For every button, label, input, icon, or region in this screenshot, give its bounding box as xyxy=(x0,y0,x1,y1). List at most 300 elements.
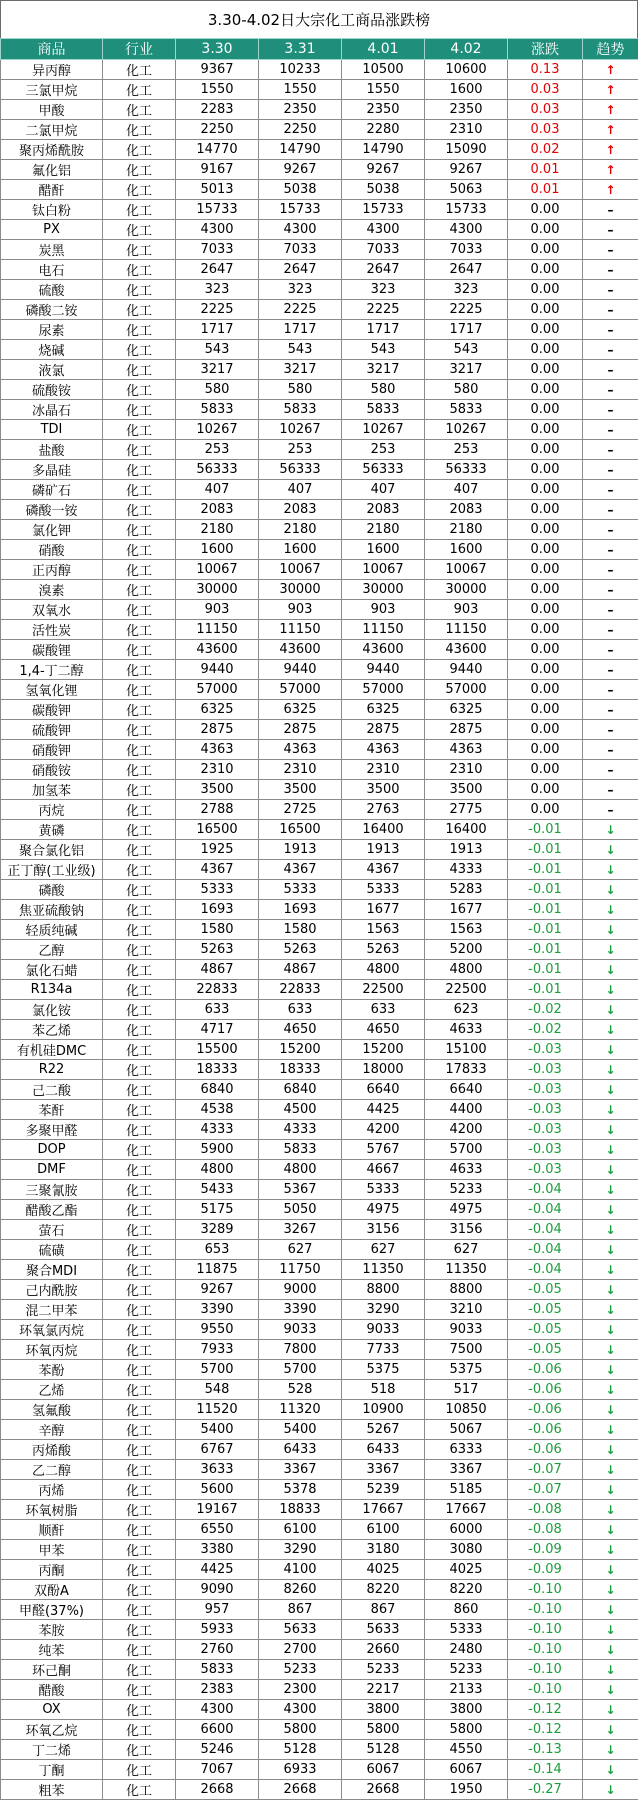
commodity-name: 磷酸一铵 xyxy=(1,500,103,520)
table-row xyxy=(1,1040,638,1060)
down-arrow-icon: ↓ xyxy=(583,1340,638,1360)
price-date-1: 15500 xyxy=(176,1040,259,1060)
industry-cell: 化工 xyxy=(103,1380,176,1400)
change-value: 0.03 xyxy=(508,80,583,100)
price-date-4: 9440 xyxy=(425,660,508,680)
commodity-name: 丙烯 xyxy=(1,1480,103,1500)
table-row xyxy=(1,720,638,740)
price-date-3: 16400 xyxy=(342,820,425,840)
price-date-2: 6933 xyxy=(259,1760,342,1780)
change-value: 0.00 xyxy=(508,560,583,580)
change-value: 0.00 xyxy=(508,580,583,600)
change-value: -0.04 xyxy=(508,1240,583,1260)
table-row xyxy=(1,100,638,120)
down-arrow-icon: ↓ xyxy=(583,1100,638,1120)
table-row xyxy=(1,300,638,320)
industry-cell: 化工 xyxy=(103,1780,176,1800)
commodity-name: 钛白粉 xyxy=(1,200,103,220)
commodity-name: 丙烷 xyxy=(1,800,103,820)
commodity-name: 纯苯 xyxy=(1,1640,103,1660)
industry-cell: 化工 xyxy=(103,620,176,640)
industry-cell: 化工 xyxy=(103,1280,176,1300)
price-date-4: 517 xyxy=(425,1380,508,1400)
down-arrow-icon: ↓ xyxy=(583,1420,638,1440)
table-row xyxy=(1,1400,638,1420)
table-row xyxy=(1,900,638,920)
commodity-name: 氢氟酸 xyxy=(1,1400,103,1420)
table-row xyxy=(1,1120,638,1140)
commodity-name: 氯化钾 xyxy=(1,520,103,540)
change-value: -0.12 xyxy=(508,1700,583,1720)
price-date-2: 8260 xyxy=(259,1580,342,1600)
price-date-1: 2668 xyxy=(176,1780,259,1800)
price-date-1: 6767 xyxy=(176,1440,259,1460)
down-arrow-icon: ↓ xyxy=(583,1140,638,1160)
price-date-1: 2225 xyxy=(176,300,259,320)
price-date-1: 5600 xyxy=(176,1480,259,1500)
price-date-4: 3210 xyxy=(425,1300,508,1320)
price-date-2: 56333 xyxy=(259,460,342,480)
price-date-3: 2763 xyxy=(342,800,425,820)
table-row xyxy=(1,1080,638,1100)
table-row xyxy=(1,1460,638,1480)
industry-cell: 化工 xyxy=(103,780,176,800)
price-date-2: 528 xyxy=(259,1380,342,1400)
commodity-name: 双氧水 xyxy=(1,600,103,620)
dash-icon: – xyxy=(583,260,638,280)
industry-cell: 化工 xyxy=(103,380,176,400)
price-date-2: 1693 xyxy=(259,900,342,920)
industry-cell: 化工 xyxy=(103,740,176,760)
commodity-name: 硫磺 xyxy=(1,1240,103,1260)
commodity-name: 硝酸钾 xyxy=(1,740,103,760)
price-date-4: 2133 xyxy=(425,1680,508,1700)
change-value: -0.05 xyxy=(508,1280,583,1300)
industry-cell: 化工 xyxy=(103,280,176,300)
price-date-1: 4425 xyxy=(176,1560,259,1580)
change-value: -0.05 xyxy=(508,1320,583,1340)
change-value: -0.08 xyxy=(508,1520,583,1540)
commodity-name: 丁酮 xyxy=(1,1760,103,1780)
change-value: 0.00 xyxy=(508,440,583,460)
commodity-name: 轻质纯碱 xyxy=(1,920,103,940)
price-date-1: 1580 xyxy=(176,920,259,940)
table-row xyxy=(1,580,638,600)
header-date-4: 4.02 xyxy=(425,39,508,60)
change-value: -0.10 xyxy=(508,1580,583,1600)
industry-cell: 化工 xyxy=(103,960,176,980)
price-date-1: 4717 xyxy=(176,1020,259,1040)
price-date-4: 2180 xyxy=(425,520,508,540)
price-date-1: 5833 xyxy=(176,1660,259,1680)
price-date-2: 3290 xyxy=(259,1540,342,1560)
table-row xyxy=(1,1720,638,1740)
dash-icon: – xyxy=(583,640,638,660)
change-value: 0.03 xyxy=(508,120,583,140)
change-value: 0.02 xyxy=(508,140,583,160)
dash-icon: – xyxy=(583,360,638,380)
price-date-2: 867 xyxy=(259,1600,342,1620)
table-row xyxy=(1,620,638,640)
price-date-1: 9440 xyxy=(176,660,259,680)
price-date-3: 253 xyxy=(342,440,425,460)
commodity-name: 氢氧化锂 xyxy=(1,680,103,700)
industry-cell: 化工 xyxy=(103,600,176,620)
industry-cell: 化工 xyxy=(103,1540,176,1560)
commodity-name: 二氯甲烷 xyxy=(1,120,103,140)
price-date-1: 2760 xyxy=(176,1640,259,1660)
dash-icon: – xyxy=(583,460,638,480)
table-row xyxy=(1,420,638,440)
change-value: 0.00 xyxy=(508,760,583,780)
price-date-4: 8220 xyxy=(425,1580,508,1600)
price-date-2: 5233 xyxy=(259,1660,342,1680)
price-date-4: 2775 xyxy=(425,800,508,820)
price-date-4: 10850 xyxy=(425,1400,508,1420)
change-value: 0.00 xyxy=(508,300,583,320)
table-row xyxy=(1,200,638,220)
price-date-2: 6840 xyxy=(259,1080,342,1100)
industry-cell: 化工 xyxy=(103,1700,176,1720)
price-date-4: 3217 xyxy=(425,360,508,380)
change-value: -0.06 xyxy=(508,1440,583,1460)
down-arrow-icon: ↓ xyxy=(583,1540,638,1560)
price-date-2: 4300 xyxy=(259,1700,342,1720)
down-arrow-icon: ↓ xyxy=(583,1000,638,1020)
price-date-3: 3290 xyxy=(342,1300,425,1320)
price-date-3: 6067 xyxy=(342,1760,425,1780)
commodity-name: 环氧乙烷 xyxy=(1,1720,103,1740)
price-date-2: 2350 xyxy=(259,100,342,120)
industry-cell: 化工 xyxy=(103,1100,176,1120)
price-date-2: 3390 xyxy=(259,1300,342,1320)
price-date-1: 57000 xyxy=(176,680,259,700)
price-date-3: 5233 xyxy=(342,1660,425,1680)
table-row xyxy=(1,740,638,760)
table-row xyxy=(1,1000,638,1020)
commodity-name: 甲醛(37%) xyxy=(1,1600,103,1620)
price-date-4: 17667 xyxy=(425,1500,508,1520)
commodity-name: 丙烯酸 xyxy=(1,1440,103,1460)
price-change-table xyxy=(0,38,638,1800)
commodity-name: 冰晶石 xyxy=(1,400,103,420)
industry-cell: 化工 xyxy=(103,1320,176,1340)
price-date-1: 3390 xyxy=(176,1300,259,1320)
table-row xyxy=(1,460,638,480)
price-date-1: 1693 xyxy=(176,900,259,920)
down-arrow-icon: ↓ xyxy=(583,1520,638,1540)
change-value: -0.10 xyxy=(508,1620,583,1640)
table-row xyxy=(1,160,638,180)
price-date-2: 57000 xyxy=(259,680,342,700)
table-row xyxy=(1,140,638,160)
industry-cell: 化工 xyxy=(103,500,176,520)
price-date-4: 4975 xyxy=(425,1200,508,1220)
commodity-name: 甲苯 xyxy=(1,1540,103,1560)
price-date-3: 5800 xyxy=(342,1720,425,1740)
price-date-4: 323 xyxy=(425,280,508,300)
change-value: 0.00 xyxy=(508,340,583,360)
price-date-4: 15100 xyxy=(425,1040,508,1060)
price-date-4: 4800 xyxy=(425,960,508,980)
price-date-4: 3500 xyxy=(425,780,508,800)
down-arrow-icon: ↓ xyxy=(583,1720,638,1740)
price-date-3: 5038 xyxy=(342,180,425,200)
table-row xyxy=(1,1320,638,1340)
commodity-name: 硫酸钾 xyxy=(1,720,103,740)
price-date-2: 5263 xyxy=(259,940,342,960)
price-date-2: 9440 xyxy=(259,660,342,680)
price-date-1: 5900 xyxy=(176,1140,259,1160)
price-date-2: 15733 xyxy=(259,200,342,220)
dash-icon: – xyxy=(583,520,638,540)
industry-cell: 化工 xyxy=(103,1500,176,1520)
price-date-1: 543 xyxy=(176,340,259,360)
industry-cell: 化工 xyxy=(103,1260,176,1280)
industry-cell: 化工 xyxy=(103,1400,176,1420)
table-row xyxy=(1,920,638,940)
change-value: -0.01 xyxy=(508,980,583,1000)
price-date-3: 2280 xyxy=(342,120,425,140)
down-arrow-icon: ↓ xyxy=(583,1300,638,1320)
price-date-3: 7033 xyxy=(342,240,425,260)
table-row xyxy=(1,1660,638,1680)
price-date-1: 2788 xyxy=(176,800,259,820)
industry-cell: 化工 xyxy=(103,1560,176,1580)
price-date-1: 14770 xyxy=(176,140,259,160)
price-date-2: 1600 xyxy=(259,540,342,560)
industry-cell: 化工 xyxy=(103,1080,176,1100)
price-date-3: 580 xyxy=(342,380,425,400)
price-date-4: 2310 xyxy=(425,760,508,780)
price-date-3: 633 xyxy=(342,1000,425,1020)
commodity-name: 多聚甲醛 xyxy=(1,1120,103,1140)
table-row xyxy=(1,320,638,340)
price-date-3: 11150 xyxy=(342,620,425,640)
change-value: -0.01 xyxy=(508,840,583,860)
price-date-1: 56333 xyxy=(176,460,259,480)
price-date-2: 4867 xyxy=(259,960,342,980)
table-row xyxy=(1,480,638,500)
change-value: -0.09 xyxy=(508,1560,583,1580)
down-arrow-icon: ↓ xyxy=(583,960,638,980)
table-row xyxy=(1,1780,638,1800)
price-date-2: 4363 xyxy=(259,740,342,760)
price-date-3: 3800 xyxy=(342,1700,425,1720)
table-row xyxy=(1,1540,638,1560)
change-value: 0.00 xyxy=(508,260,583,280)
table-header-row xyxy=(1,39,638,60)
page-title: 3.30-4.02日大宗化工商品涨跌榜 xyxy=(0,0,638,38)
industry-cell: 化工 xyxy=(103,720,176,740)
price-date-2: 3367 xyxy=(259,1460,342,1480)
table-row xyxy=(1,1160,638,1180)
down-arrow-icon: ↓ xyxy=(583,1780,638,1800)
price-date-1: 19167 xyxy=(176,1500,259,1520)
price-date-3: 2668 xyxy=(342,1780,425,1800)
price-date-4: 4025 xyxy=(425,1560,508,1580)
commodity-name: 异丙醇 xyxy=(1,60,103,80)
price-date-3: 1913 xyxy=(342,840,425,860)
price-date-3: 43600 xyxy=(342,640,425,660)
commodity-name: 苯酚 xyxy=(1,1360,103,1380)
table-row xyxy=(1,1620,638,1640)
price-date-1: 9090 xyxy=(176,1580,259,1600)
industry-cell: 化工 xyxy=(103,480,176,500)
industry-cell: 化工 xyxy=(103,80,176,100)
table-row xyxy=(1,260,638,280)
change-value: -0.04 xyxy=(508,1260,583,1280)
price-date-2: 6325 xyxy=(259,700,342,720)
price-date-2: 5038 xyxy=(259,180,342,200)
down-arrow-icon: ↓ xyxy=(583,1620,638,1640)
change-value: -0.06 xyxy=(508,1360,583,1380)
price-date-1: 1550 xyxy=(176,80,259,100)
commodity-name: TDI xyxy=(1,420,103,440)
price-date-3: 323 xyxy=(342,280,425,300)
price-date-4: 6000 xyxy=(425,1520,508,1540)
industry-cell: 化工 xyxy=(103,880,176,900)
down-arrow-icon: ↓ xyxy=(583,1440,638,1460)
price-date-3: 6433 xyxy=(342,1440,425,1460)
commodity-name: 乙烯 xyxy=(1,1380,103,1400)
price-date-3: 2875 xyxy=(342,720,425,740)
industry-cell: 化工 xyxy=(103,1620,176,1640)
table-row xyxy=(1,560,638,580)
table-row xyxy=(1,1280,638,1300)
dash-icon: – xyxy=(583,200,638,220)
price-date-3: 5267 xyxy=(342,1420,425,1440)
price-date-1: 253 xyxy=(176,440,259,460)
up-arrow-icon: ↑ xyxy=(583,180,638,200)
price-date-1: 4867 xyxy=(176,960,259,980)
price-date-4: 5333 xyxy=(425,1620,508,1640)
industry-cell: 化工 xyxy=(103,540,176,560)
change-value: -0.07 xyxy=(508,1460,583,1480)
table-row xyxy=(1,360,638,380)
table-row xyxy=(1,800,638,820)
industry-cell: 化工 xyxy=(103,940,176,960)
industry-cell: 化工 xyxy=(103,1340,176,1360)
industry-cell: 化工 xyxy=(103,1020,176,1040)
dash-icon: – xyxy=(583,220,638,240)
price-date-2: 10233 xyxy=(259,60,342,80)
industry-cell: 化工 xyxy=(103,1460,176,1480)
table-row xyxy=(1,1700,638,1720)
price-date-1: 6550 xyxy=(176,1520,259,1540)
price-date-3: 5239 xyxy=(342,1480,425,1500)
change-value: -0.01 xyxy=(508,920,583,940)
commodity-name: 氟化铝 xyxy=(1,160,103,180)
price-date-4: 543 xyxy=(425,340,508,360)
price-date-1: 6325 xyxy=(176,700,259,720)
header-change: 涨跌 xyxy=(508,39,583,60)
change-value: 0.00 xyxy=(508,740,583,760)
price-date-4: 1913 xyxy=(425,840,508,860)
price-date-1: 10067 xyxy=(176,560,259,580)
price-date-2: 2300 xyxy=(259,1680,342,1700)
table-row xyxy=(1,280,638,300)
commodity-name: 醋酐 xyxy=(1,180,103,200)
change-value: 0.00 xyxy=(508,240,583,260)
change-value: -0.03 xyxy=(508,1140,583,1160)
price-date-2: 2083 xyxy=(259,500,342,520)
down-arrow-icon: ↓ xyxy=(583,1280,638,1300)
change-value: -0.07 xyxy=(508,1480,583,1500)
price-date-3: 903 xyxy=(342,600,425,620)
change-value: -0.08 xyxy=(508,1500,583,1520)
table-row xyxy=(1,1480,638,1500)
dash-icon: – xyxy=(583,300,638,320)
dash-icon: – xyxy=(583,240,638,260)
price-date-4: 1717 xyxy=(425,320,508,340)
price-date-4: 2350 xyxy=(425,100,508,120)
price-date-4: 1677 xyxy=(425,900,508,920)
industry-cell: 化工 xyxy=(103,1420,176,1440)
commodity-name: 多晶硅 xyxy=(1,460,103,480)
price-date-2: 5333 xyxy=(259,880,342,900)
down-arrow-icon: ↓ xyxy=(583,1240,638,1260)
price-date-2: 4500 xyxy=(259,1100,342,1120)
down-arrow-icon: ↓ xyxy=(583,1400,638,1420)
price-date-3: 15733 xyxy=(342,200,425,220)
commodity-name: 甲酸 xyxy=(1,100,103,120)
price-date-4: 3080 xyxy=(425,1540,508,1560)
price-date-1: 407 xyxy=(176,480,259,500)
down-arrow-icon: ↓ xyxy=(583,1060,638,1080)
price-date-1: 10267 xyxy=(176,420,259,440)
change-value: 0.00 xyxy=(508,700,583,720)
dash-icon: – xyxy=(583,560,638,580)
industry-cell: 化工 xyxy=(103,1300,176,1320)
table-row xyxy=(1,440,638,460)
price-date-3: 543 xyxy=(342,340,425,360)
price-date-4: 903 xyxy=(425,600,508,620)
price-date-1: 5013 xyxy=(176,180,259,200)
price-date-3: 3180 xyxy=(342,1540,425,1560)
up-arrow-icon: ↑ xyxy=(583,160,638,180)
price-date-3: 4367 xyxy=(342,860,425,880)
commodity-name: 碳酸锂 xyxy=(1,640,103,660)
commodity-name: 电石 xyxy=(1,260,103,280)
price-date-2: 1913 xyxy=(259,840,342,860)
price-date-3: 10500 xyxy=(342,60,425,80)
price-date-3: 2647 xyxy=(342,260,425,280)
price-date-2: 4367 xyxy=(259,860,342,880)
price-date-3: 9033 xyxy=(342,1320,425,1340)
commodity-name: 环氧丙烷 xyxy=(1,1340,103,1360)
commodity-name: DOP xyxy=(1,1140,103,1160)
up-arrow-icon: ↑ xyxy=(583,120,638,140)
price-date-1: 11875 xyxy=(176,1260,259,1280)
commodity-name: 硫酸铵 xyxy=(1,380,103,400)
table-row xyxy=(1,680,638,700)
price-date-3: 407 xyxy=(342,480,425,500)
change-value: -0.14 xyxy=(508,1760,583,1780)
price-date-1: 11150 xyxy=(176,620,259,640)
industry-cell: 化工 xyxy=(103,1180,176,1200)
up-arrow-icon: ↑ xyxy=(583,100,638,120)
table-row xyxy=(1,80,638,100)
price-date-1: 5933 xyxy=(176,1620,259,1640)
commodity-name: 溴素 xyxy=(1,580,103,600)
change-value: -0.03 xyxy=(508,1100,583,1120)
price-date-4: 4633 xyxy=(425,1020,508,1040)
price-date-3: 9267 xyxy=(342,160,425,180)
price-date-2: 6433 xyxy=(259,1440,342,1460)
change-value: -0.03 xyxy=(508,1060,583,1080)
commodity-name: 环氧氯丙烷 xyxy=(1,1320,103,1340)
